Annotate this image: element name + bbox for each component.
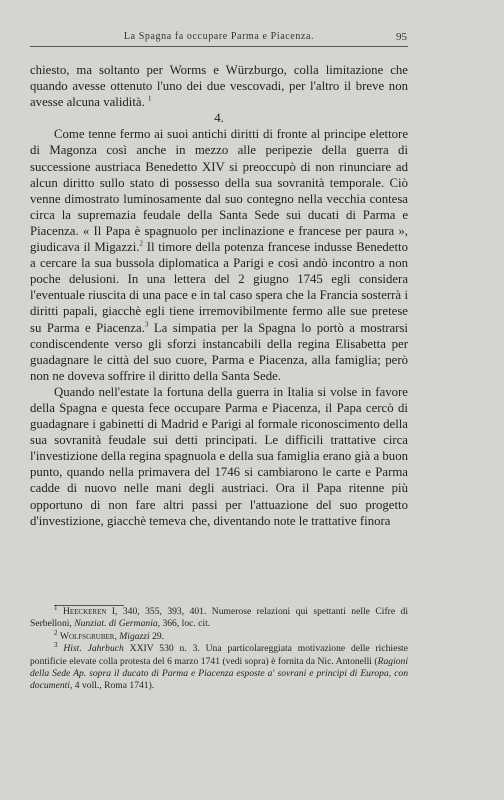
body-text xyxy=(30,62,408,529)
footnote-2-italic: Migazzi xyxy=(119,630,150,642)
paragraph-1-text: chiesto, ma soltanto per Worms e Würzburgo, colla limitazione che quando avesse ottenuto l'uno dei due vescovadi, per l'altro il breve non avesse alcuna validità. xyxy=(30,63,408,110)
paragraph-3: Quando nell'estate la fortuna della guerra in Italia si volse in favore della Spagna e questa fece occupare Parma e Piacenza, il Papa cercò di guadagnare i gabinetti di Madrid e Parigi al formale riconoscimento della sua sovranità feudale sui detti principati. Le difficili trattative circa l'investizione della regina spagnuola e della sua famiglia erano già a buon punto, quando nella primavera del 1746 si cambiarono le carte e Parma cadde di nuovo nelle mani degli austriaci. Ora il Papa ritenne più opportuno di non fare altri passi per l'attuazione del suo progetto d'investizione, giacchè temeva che, diventando note le trattative finora xyxy=(30,384,408,528)
footnote-2-author: Wolfsgruber, xyxy=(59,630,117,642)
paragraph-2-part-b: Il timore della potenza francese indusse Benedetto a cercare la sua bussola diplomatica a Parigi e così andò incontro a non poche delusioni. In una lettera del 2 giugno 1745 egli considera l'eventuale riuscita di una pace e in tal caso spera che la Francia sosterrà i diritti papali, giacchè egli tiene irremovibilmente fermo alle sue pretese su Parma e Piacenza. xyxy=(30,240,408,335)
footnote-3-italic-a: Hist. Jahrbuch xyxy=(63,643,124,655)
footnote-2-number: 2 xyxy=(54,628,58,637)
footnote-1-text-b: 366, loc. cit. xyxy=(160,618,211,630)
footnote-3-text-b: 4 voll., Roma 1741). xyxy=(72,680,155,692)
paragraph-2 xyxy=(30,126,408,384)
footnote-3-italic-b: Ragioni della Sede Ap. sopra il ducato di Parma e Piacenza esposte a' sovrani e principi di Europa, con documenti, xyxy=(30,655,408,692)
paragraph-2-part-c: La simpatia per la Spagna lo portò a mostrarsi condiscendente verso gli sforzi instancabili della regina Elisabetta per guadagnare le città del suo cuore, Parma e Piacenza, alla famiglia; però non ne doveva soffrire il diritto della Santa Sede. xyxy=(30,320,408,383)
footnote-1-text-a: I, 340, 355, 393, 401. Numerose relazioni qui spettanti nelle Cifre di Serbelloni, xyxy=(30,606,408,630)
footnotes xyxy=(30,603,408,693)
footnote-ref-1: 1 xyxy=(147,94,152,103)
footnote-ref-2: 2 xyxy=(139,239,143,248)
footnote-3-number: 3 xyxy=(54,641,58,650)
paragraph-1 xyxy=(30,62,408,110)
footnote-2 xyxy=(30,628,408,643)
page-number: 95 xyxy=(396,31,407,43)
footnote-1 xyxy=(30,603,408,631)
footnote-1-author: Heeckeren xyxy=(62,606,107,617)
paragraph-2-part-a: Come tenne fermo ai suoi antichi diritti di fronte al principe elettore di Magonza così anche in mezzo alle peripezie della guerra di successione austriaca Benedetto XIV si preoccupò di non rinunciare ad alcun diritto sullo stato di possesso della sua sovranità temporale. Ciò venne dimostrato luminosamente dal suo contegno nella vecchia contesa circa la supremazia feudale della Santa Sede sui ducati di Parma e Piacenza. « Il Papa è spagnuolo per inclinazione e francese per paura », giudicava il Migazzi. xyxy=(30,127,408,255)
footnote-1-italic: Nunziat. di Germania, xyxy=(74,618,161,630)
footnote-ref-3: 3 xyxy=(144,320,149,329)
section-number: 4. xyxy=(214,111,224,126)
footnote-2-text-a: 29. xyxy=(149,630,165,642)
running-header: La Spagna fa occupare Parma e Piacenza. xyxy=(30,31,408,47)
footnote-3-text-a: XXIV 530 n. 3. Una particolareggiata motivazione delle richieste pontificie elevate colla protesta del 6 marzo 1741 (vedi sopra) è fornita da Nic. Antonelli ( xyxy=(30,643,408,667)
footnote-3 xyxy=(30,643,408,693)
footnote-1-number: 1 xyxy=(54,603,58,612)
